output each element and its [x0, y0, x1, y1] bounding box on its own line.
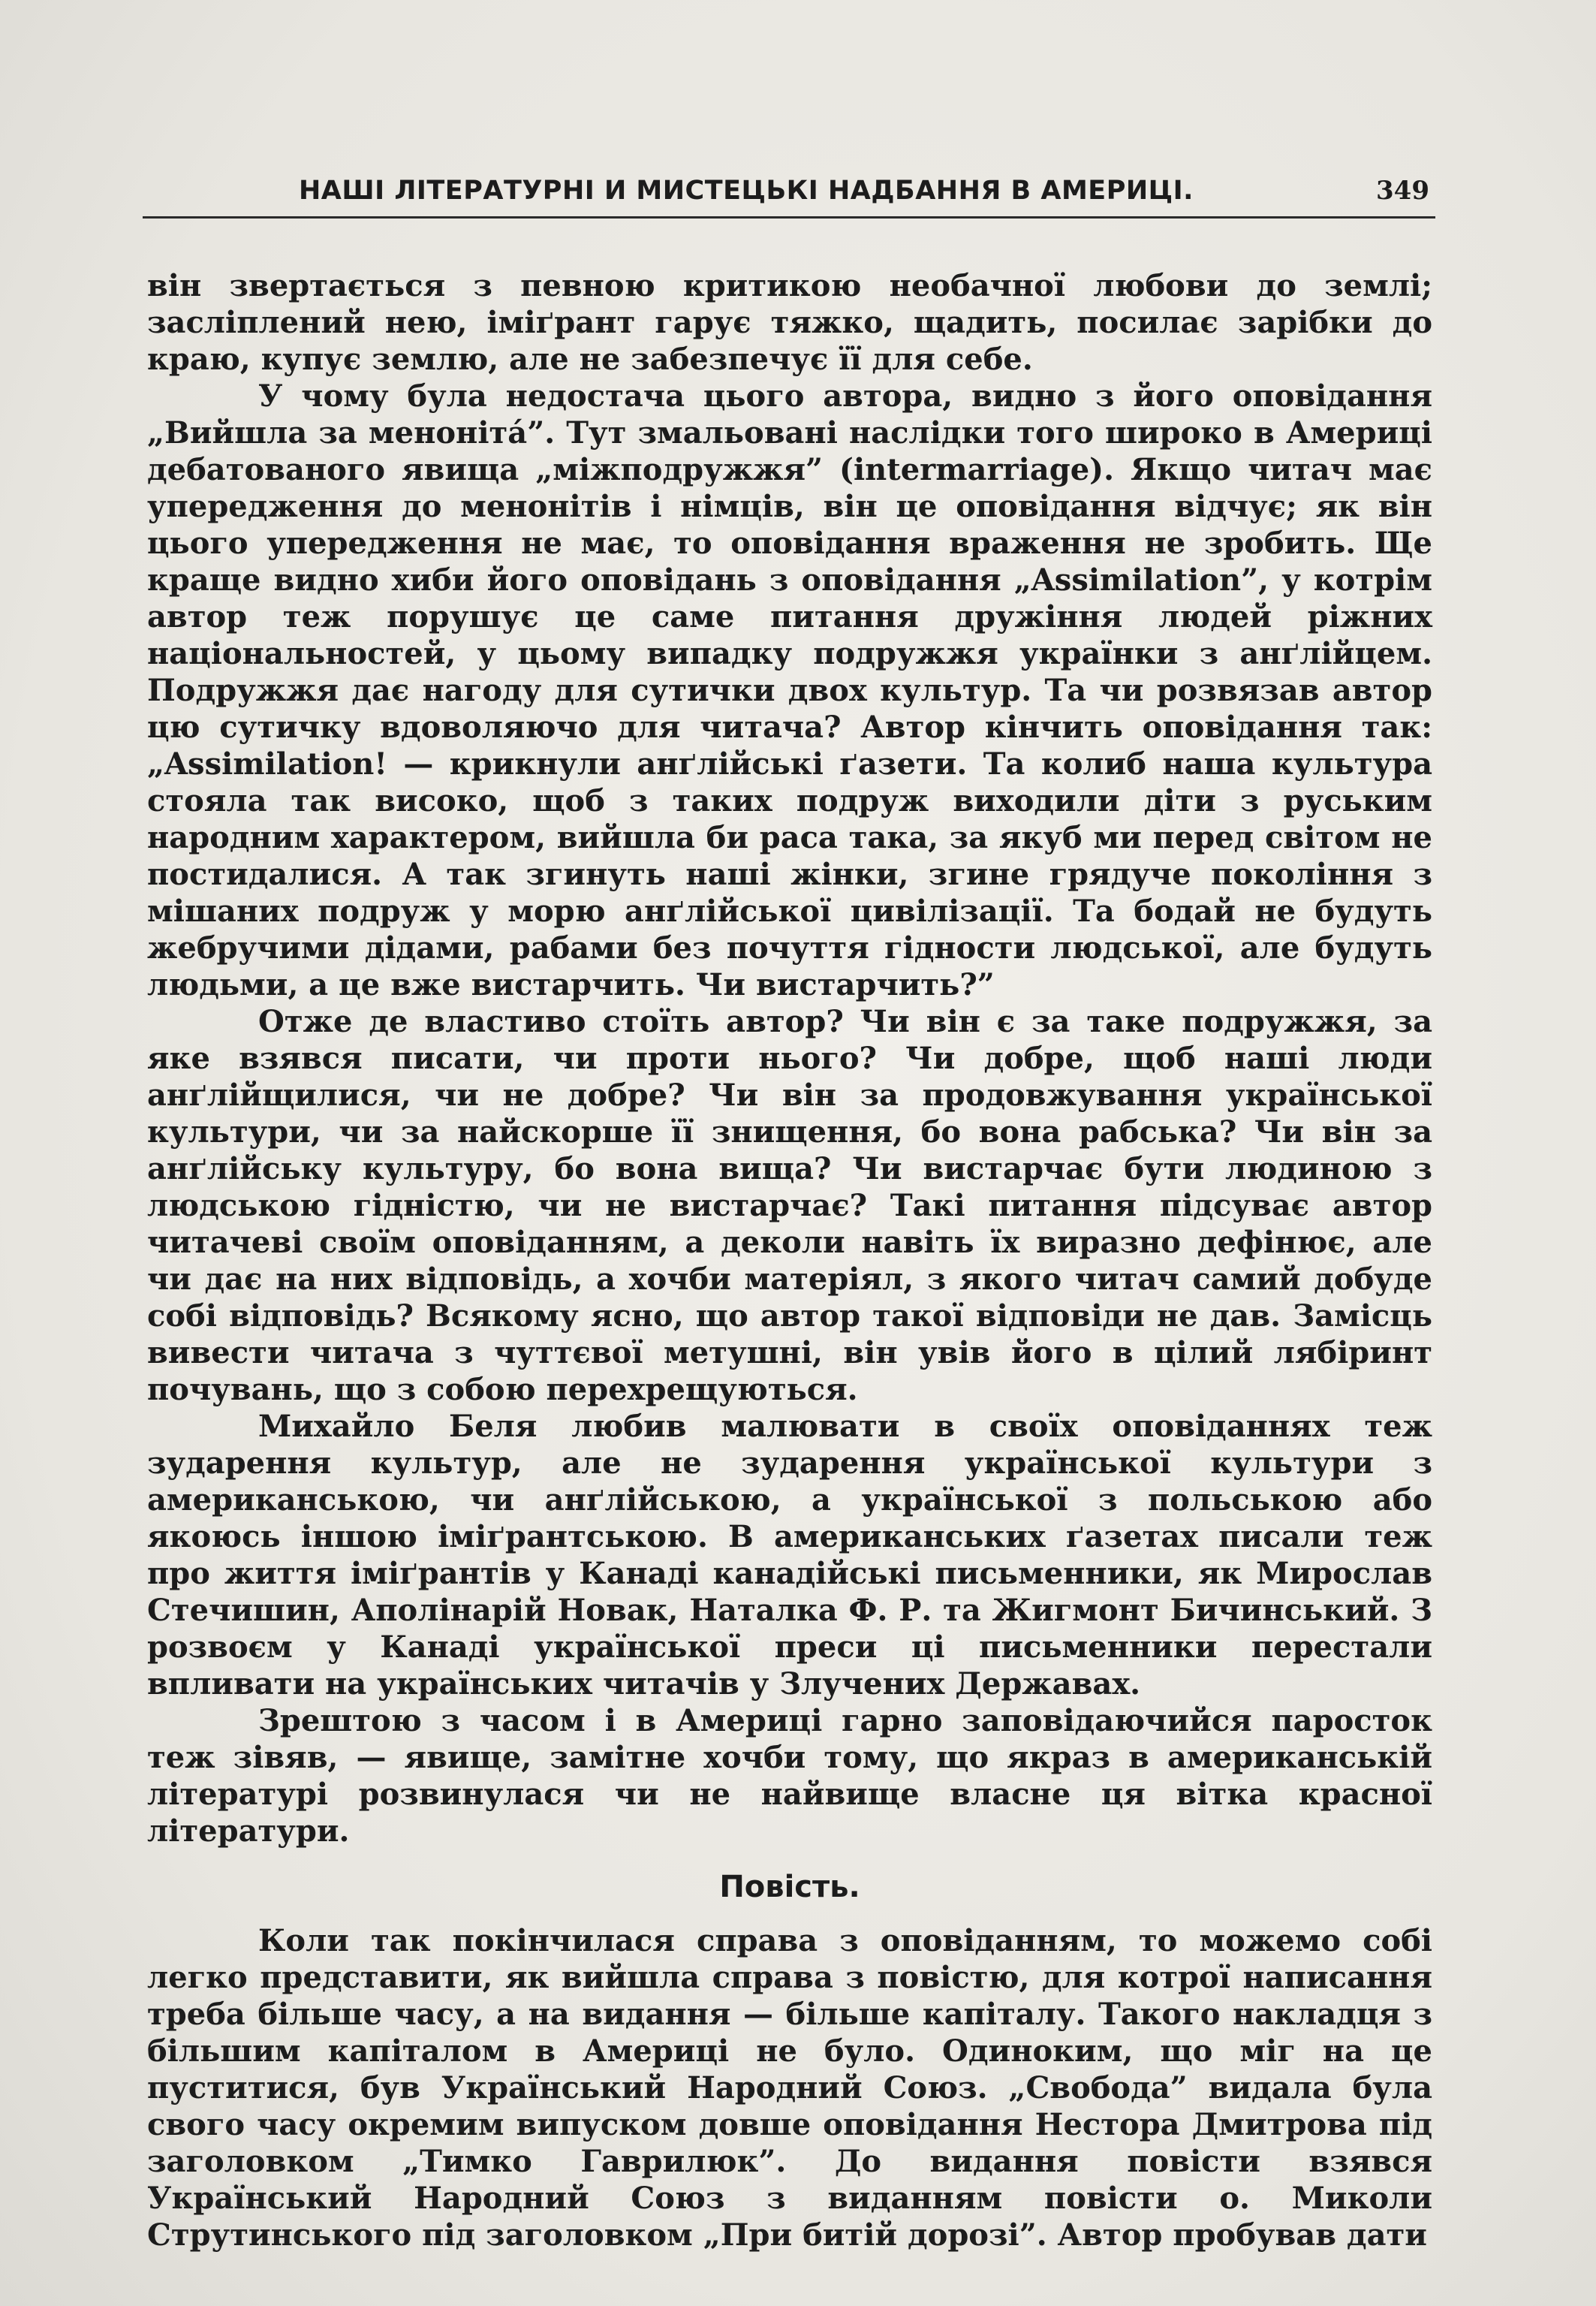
paragraph: Отже де властиво стоїть автор? Чи він є за таке подружжя, за яке взявся писати, чи проти нього? Чи добре, щоб наші люди анґлійщилися, чи не добре? Чи він за продовжування української культури, чи за найскорше її знищення, бо вона рабська? Чи він за анґлійську культуру, бо вона вища? Чи вистарчає бути людиною з людською гідністю, чи не вистарчає? Такі питання підсуває автор читачеві своїм оповіданням, а деколи навіть їх виразно дефінює, але чи дає на них відповідь, а хочби матеріял, з якого читач самий добуде собі відповідь? Всякому ясно, що автор такої відповіди не дав. Замісць вивести читача з чуттєвої метушні, він увів його в цілий лябіринт почувань, що з собою перехрещуються. — [147, 1004, 1432, 1407]
page-number: 349 — [1376, 176, 1429, 206]
body-text — [147, 267, 1432, 2253]
paragraph: Зрештою з часом і в Америці гарно заповідаючийся паросток теж зівяв, — явище, замітне хочби тому, що якраз в американській літературі розвинулася чи не найвище власне ця вітка красної літератури. — [147, 1703, 1432, 1849]
running-header — [143, 174, 1435, 219]
paragraph: Михайло Беля любив малювати в своїх оповіданнях теж зударення культур, але не зударення української культури з американською, чи анґлійською, а української з польською або якоюсь іншою іміґрантською. В американських ґазетах писали теж про життя іміґрантів у Канаді канадійські письменники, як Мирослав Стечишин, Аполінарій Новак, Наталка Ф. Р. та Жигмонт Бичинський. З розвоєм у Канаді української преси ці письменники перестали впливати на українських читачів у Злучених Державах. — [147, 1409, 1432, 1702]
section-heading: Повість. — [719, 1870, 860, 1904]
paragraph: він звертається з певною критикою необачної любови до землі; засліплений нею, іміґрант гарує тяжко, щадить, посилає зарібки до краю, купує землю, але не забезпечує її для себе. — [147, 268, 1432, 377]
paragraph: У чому була недостача цього автора, видно з його оповідання „Вийшла за менонітá”. Тут змальовані наслідки того широко в Америці дебатованого явища „міжподружжя” (intermarriage). Якщо читач має упередження до менонітів і німців, він це оповідання відчує; як він цього упередження не має, то оповідання враження не зробить. Ще краще видно хиби його оповідань з оповідання „Assimilation”, у котрім автор теж порушує це саме питання дружіння людей ріжних національностей, у цьому випадку подружжя українки з анґлійцем. Подружжя дає нагоду для сутички двох культур. Та чи розвязав автор цю сутичку вдоволяючо для читача? Автор кінчить оповідання так: „Assimilation! — крикнули анґлійські ґазети. Та колиб наша культура стояла так високо, щоб з таких подруж виходили діти з руським народним характером, вийшла би раса така, за якуб ми перед світом не постидалися. А так згинуть наші жінки, згине грядуче покоління з мішаних подруж у морю анґлійської цивілізації. Та бодай не будуть жебручими дідами, рабами без почуття гідности людської, але будуть людьми, а це вже вистарчить. Чи вистарчить?” — [147, 378, 1432, 1002]
running-head-title: НАШІ ЛІТЕРАТУРНІ И МИСТЕЦЬКІ НАДБАННЯ В АМЕРИЦІ. — [299, 176, 1194, 206]
paragraph: Коли так покінчилася справа з оповіданням, то можемо собі легко представити, як вийшла справа з повістю, для котрої написання треба більше часу, а на видання — більше капіталу. Такого накладця з більшим капіталом в Америці не було. Одиноким, що міг на це пуститися, був Український Народний Союз. „Свобода” видала була свого часу окремим випуском довше оповідання Нестора Дмитрова під заголовком „Тимко Гаврилюк”. До видання повісти взявся Український Народний Союз з виданням повісти о. Миколи Струтинського під заголовком „При битій дорозі”. Автор пробував дати — [147, 1923, 1432, 2253]
